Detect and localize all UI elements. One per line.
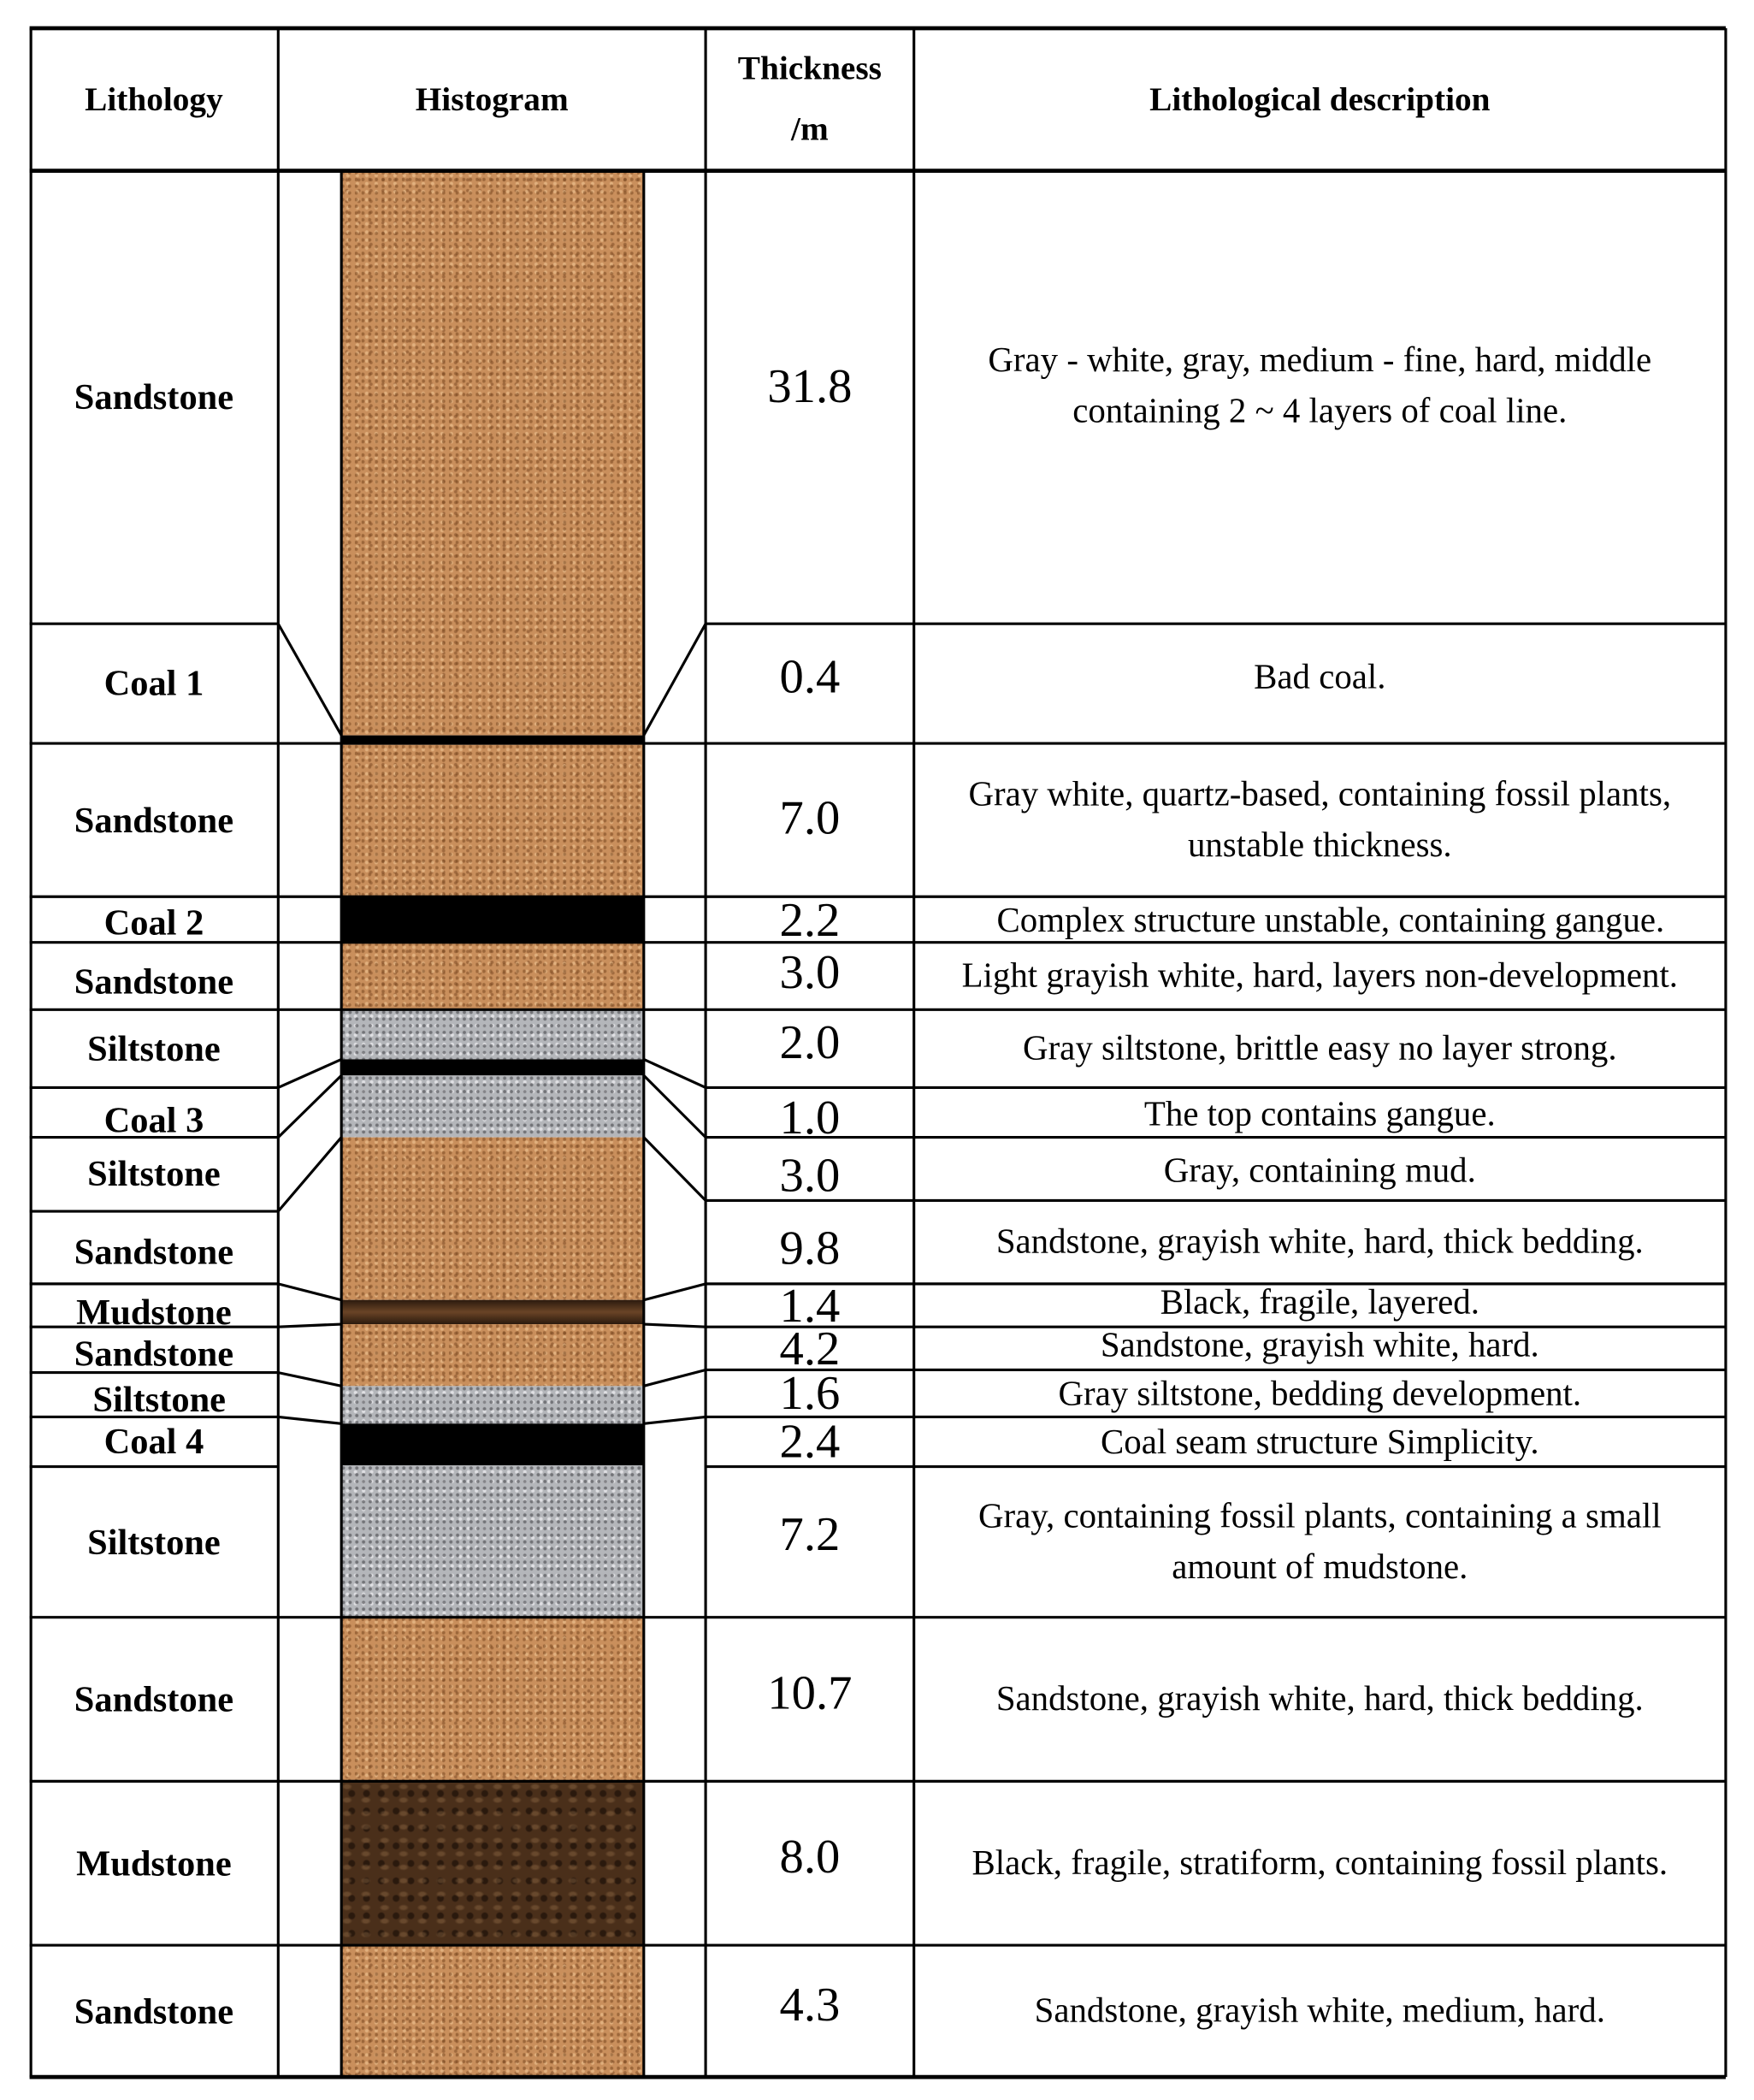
lithology-description: Gray siltstone, bedding development. bbox=[1058, 1373, 1582, 1413]
lithology-description: Gray, containing mud. bbox=[1163, 1151, 1476, 1191]
lithology-description: Gray, containing fossil plants, containing a small amount of mudstone. bbox=[978, 1496, 1662, 1587]
lithology-description: Bad coal. bbox=[1254, 657, 1386, 697]
lithology-description: Sandstone, grayish white, hard, thick bedding. bbox=[995, 1222, 1644, 1262]
lithology-description: Coal seam structure Simplicity. bbox=[1101, 1422, 1539, 1461]
thickness-value: 31.8 bbox=[767, 358, 853, 413]
thickness-value: 0.4 bbox=[779, 649, 841, 703]
lithology-label: Coal 2 bbox=[103, 901, 204, 942]
lithology-label: Mudstone bbox=[76, 1291, 232, 1332]
lithology-label: Coal 1 bbox=[103, 662, 204, 703]
lithology-label: Sandstone bbox=[74, 799, 234, 840]
header-lithology: Lithology bbox=[85, 81, 223, 118]
lithology-label: Sandstone bbox=[74, 1678, 234, 1719]
thickness-value: 2.4 bbox=[779, 1414, 841, 1469]
thickness-value: 3.0 bbox=[779, 944, 841, 999]
thickness-value: 2.0 bbox=[779, 1015, 841, 1069]
lithology-label: Sandstone bbox=[74, 1990, 234, 2031]
lithology-description: Gray siltstone, brittle easy no layer strong. bbox=[1023, 1028, 1617, 1068]
header-thickness bbox=[706, 28, 914, 171]
lithology-label: Sandstone bbox=[74, 1333, 234, 1374]
header-thickness-label: Thickness bbox=[737, 50, 882, 88]
lithology-label: Sandstone bbox=[74, 376, 234, 417]
thickness-value: 9.8 bbox=[779, 1221, 841, 1275]
lithology-label: Sandstone bbox=[74, 960, 234, 1002]
lithology-label: Siltstone bbox=[92, 1378, 227, 1419]
thickness-value: 8.0 bbox=[779, 1829, 841, 1884]
lithology-description: Complex structure unstable, containing gangue. bbox=[996, 901, 1665, 940]
lithology-description: Sandstone, grayish white, hard, thick bedding. bbox=[995, 1679, 1644, 1718]
lithology-description: Black, fragile, stratiform, containing fossil plants. bbox=[971, 1843, 1668, 1883]
lithology-label: Coal 4 bbox=[103, 1421, 204, 1462]
lithology-description: Sandstone, grayish white, medium, hard. bbox=[1034, 1991, 1605, 2031]
thickness-value: 10.7 bbox=[767, 1665, 853, 1720]
thickness-value: 7.0 bbox=[779, 790, 841, 844]
thickness-value: 2.2 bbox=[779, 892, 841, 947]
header-description: Lithological description bbox=[1149, 81, 1491, 118]
lithology-description: Sandstone, grayish white, hard. bbox=[1100, 1325, 1539, 1365]
header-histogram: Histogram bbox=[415, 81, 569, 118]
lithology-description: The top contains gangue. bbox=[1143, 1094, 1496, 1134]
lithology-description: Gray - white, gray, medium - fine, hard, middle containing 2 ~ 4 layers of coal line. bbox=[988, 340, 1652, 430]
lithology-label: Siltstone bbox=[87, 1027, 221, 1068]
lithology-label: Sandstone bbox=[74, 1230, 234, 1271]
thickness-value: 1.6 bbox=[779, 1365, 841, 1420]
lithology-label: Mudstone bbox=[76, 1842, 232, 1884]
lithology-label: Siltstone bbox=[87, 1153, 221, 1194]
lithology-description: Light grayish white, hard, layers non-development. bbox=[961, 955, 1679, 996]
thickness-value: 1.0 bbox=[779, 1090, 841, 1145]
lithology-label: Siltstone bbox=[87, 1521, 221, 1562]
header-thickness-unit: /m bbox=[791, 111, 829, 148]
lithology-description: Black, fragile, layered. bbox=[1160, 1282, 1479, 1322]
thickness-value: 7.2 bbox=[779, 1506, 841, 1561]
lithology-description: Gray white, quartz-based, containing fossil plants, unstable thickness. bbox=[968, 774, 1672, 865]
thickness-value: 1.4 bbox=[779, 1278, 841, 1333]
thickness-value: 4.2 bbox=[779, 1321, 841, 1375]
lithology-label: Coal 3 bbox=[103, 1098, 204, 1139]
thickness-value: 4.3 bbox=[779, 1977, 841, 2032]
thickness-value: 3.0 bbox=[779, 1148, 841, 1203]
